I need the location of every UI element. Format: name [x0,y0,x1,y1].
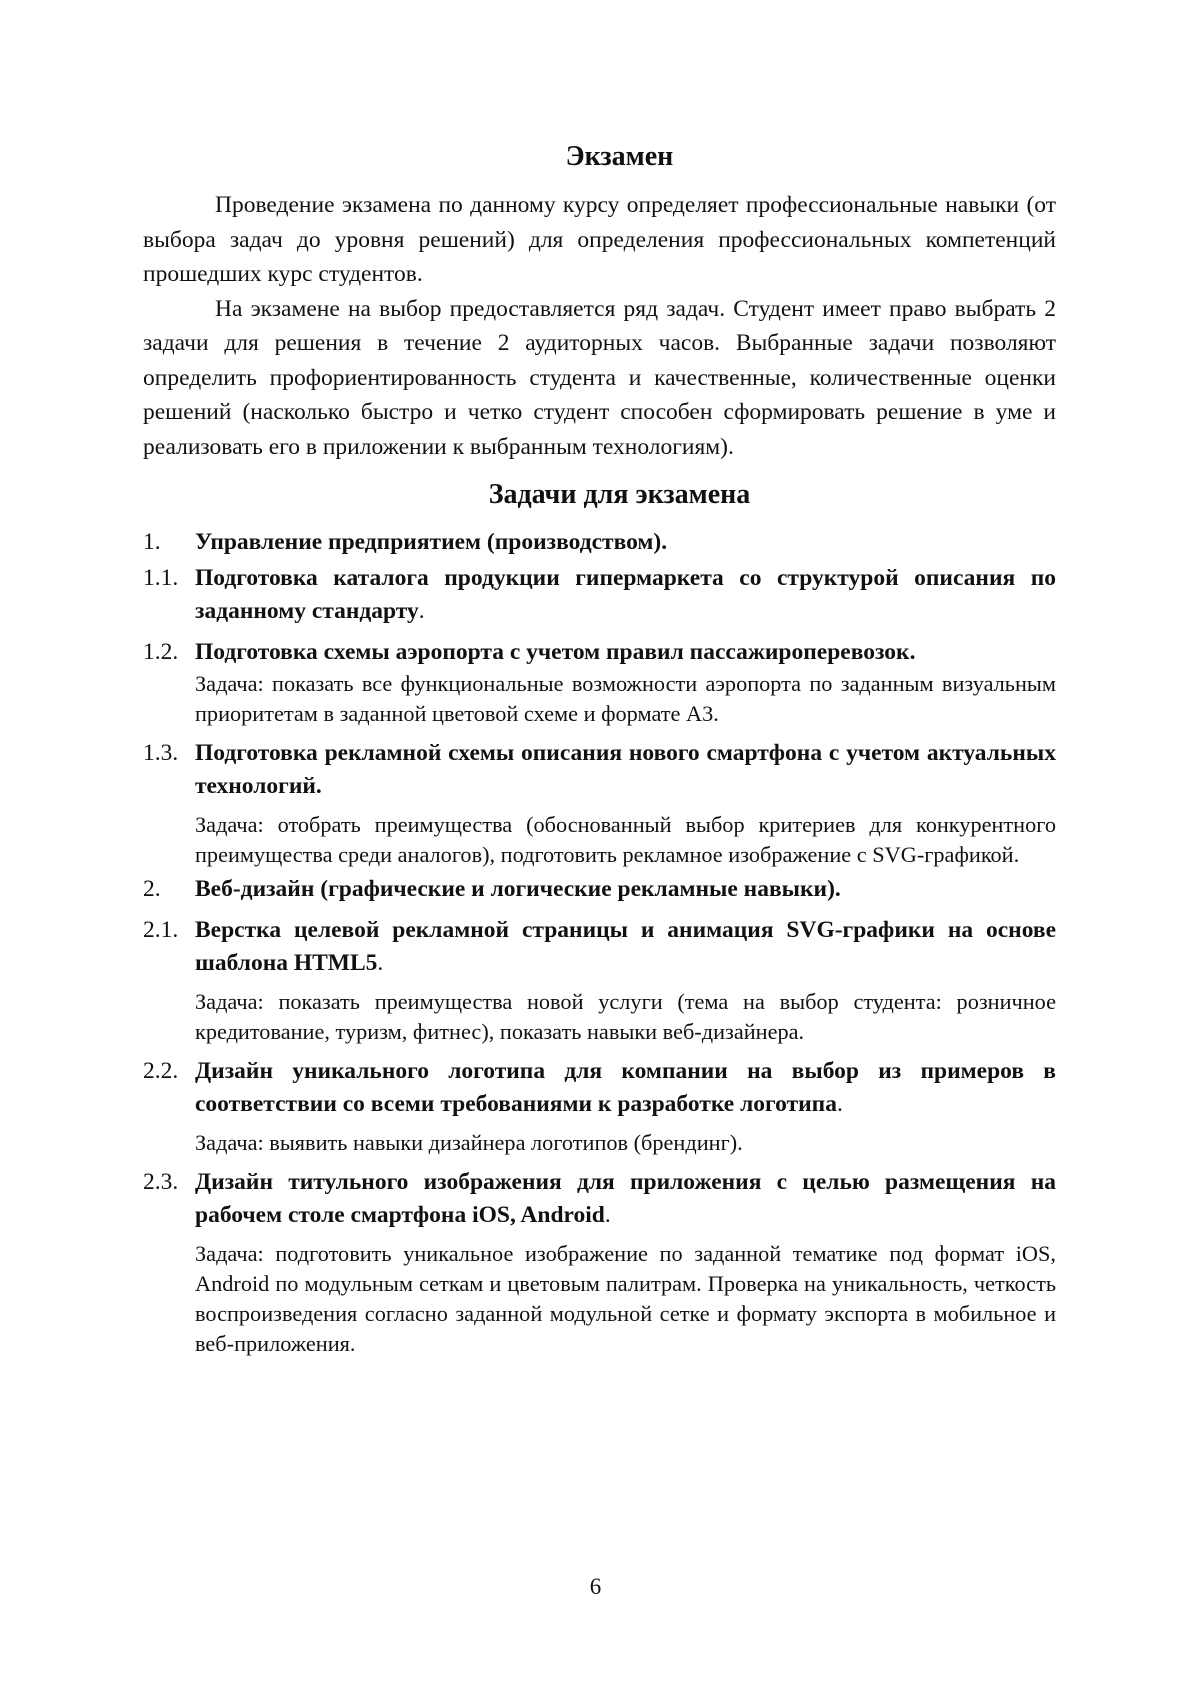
item-number: 2. [143,876,161,902]
item-number: 1.2. [143,639,179,665]
intro-paragraph-1: Проведение экзамена по данному курсу определяет профессиональные навыки (от выбора задач до уровня решений) для определения профессиональных компетенций прошедших курс студентов. [143,192,1056,287]
list-item-2-1 [143,914,1056,1047]
item-task: Задача: выявить навыки дизайнера логотипов (брендинг). [195,1130,743,1155]
item-title: Верстка целевой рекламной страницы и анимация SVG-графики на основе шаблона HTML5. [195,917,1056,976]
list-item-2-3 [143,1166,1056,1359]
list-item-1 [143,526,1056,559]
item-number: 2.3. [143,1169,179,1195]
item-title: Подготовка рекламной схемы описания нового смартфона с учетом актуальных технологий. [195,740,1056,799]
page-content [143,140,1056,1359]
item-task: Задача: подготовить уникальное изображение по заданной тематике под формат iOS, Android по модульным сеткам и цветовым палитрам. Проверка на уникальность, четкость воспроизведения согласно заданной модульной сетке и формату экспорта в мобильное и веб-приложения. [195,1241,1056,1356]
item-title: Дизайн титульного изображения для приложения с целью размещения на рабочем столе смартфона iOS, Android. [195,1169,1056,1228]
list-item-2-2 [143,1055,1056,1158]
list-item-1-2 [143,636,1056,729]
item-title: Подготовка каталога продукции гипермаркета со структурой описания по заданному стандарту. [195,565,1056,624]
page-title: Экзамен [565,141,674,172]
item-title: Веб-дизайн (графические и логические рекламные навыки). [195,876,841,902]
item-number: 2.2. [143,1058,179,1084]
task-list [143,526,1056,1359]
list-item-2 [143,873,1056,906]
list-item-1-1 [143,562,1056,628]
item-number: 1.1. [143,565,179,591]
intro-paragraph-2: На экзамене на выбор предоставляется ряд задач. Студент имеет право выбрать 2 задачи для решения в течение 2 аудиторных часов. Выбранные задачи позволяют определить профориентированность студента и качественные, количественные оценки решений (насколько быстро и четко студент способен сформировать решение в уме и реализовать его в приложении к выбранным технологиям). [143,295,1056,460]
tasks-heading: Задачи для экзамена [488,479,751,510]
item-title: Дизайн уникального логотипа для компании на выбор из примеров в соответствии со всеми требованиями к разработке логотипа. [195,1058,1056,1117]
item-task: Задача: показать преимущества новой услуги (тема на выбор студента: розничное кредитование, туризм, фитнес), показать навыки веб-дизайнера. [195,989,1056,1044]
page-number: 6 [589,1574,602,1599]
item-number: 1. [143,529,161,555]
item-title: Управление предприятием (производством). [195,529,668,555]
item-task: Задача: показать все функциональные возможности аэропорта по заданным визуальным приоритетам в заданной цветовой схеме и формате А3. [195,671,1056,726]
item-number: 2.1. [143,917,179,943]
item-task: Задача: отобрать преимущества (обоснованный выбор критериев для конкурентного преимущества среди аналогов), подготовить рекламное изображение с SVG-графикой. [195,812,1056,867]
item-number: 1.3. [143,740,179,766]
item-title: Подготовка схемы аэропорта с учетом правил пассажироперевозок. [195,639,916,665]
list-item-1-3 [143,737,1056,870]
